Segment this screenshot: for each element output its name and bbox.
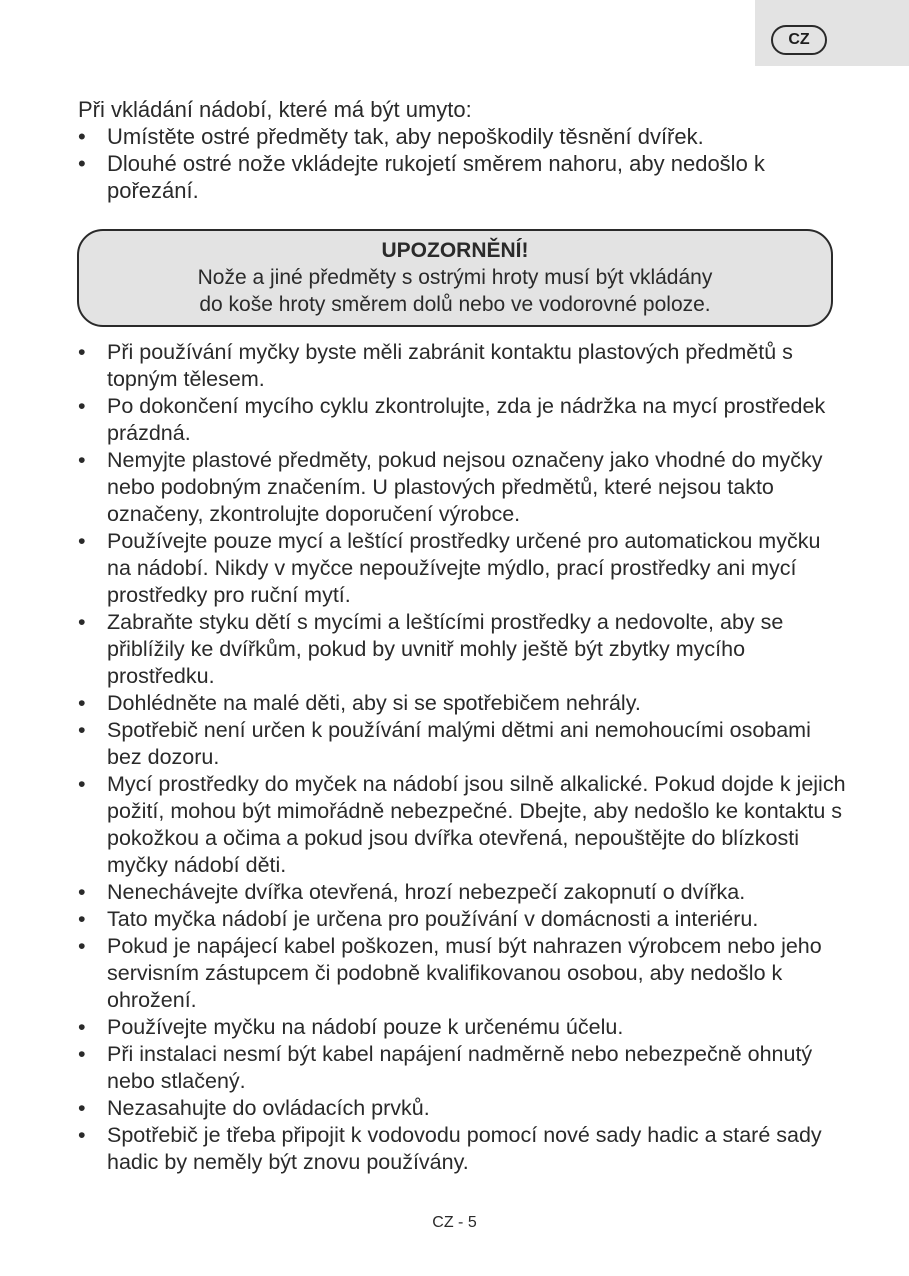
language-badge: CZ <box>771 25 827 55</box>
list-item: • Nenechávejte dvířka otevřená, hrozí nebezpečí zakopnutí o dvířka. <box>78 879 848 906</box>
warning-text-line: do koše hroty směrem dolů nebo ve vodorovné poloze. <box>199 293 711 316</box>
intro-bullet-list <box>78 123 848 204</box>
list-item: • Spotřebič je třeba připojit k vodovodu pomocí nové sady hadic a staré sady hadic by neměly být znovu používány. <box>78 1122 848 1176</box>
page-number: CZ - 5 <box>432 1214 477 1231</box>
list-item: • Používejte myčku na nádobí pouze k určenému účelu. <box>78 1014 848 1041</box>
list-item: • Umístěte ostré předměty tak, aby nepoškodily těsnění dvířek. <box>78 123 848 150</box>
list-item: • Tato myčka nádobí je určena pro používání v domácnosti a interiéru. <box>78 906 848 933</box>
intro-lead: Při vkládání nádobí, které má být umyto: <box>78 97 472 122</box>
list-item: • Spotřebič není určen k používání malými dětmi ani nemohoucími osobami bez dozoru. <box>78 717 848 771</box>
list-item: • Pokud je napájecí kabel poškozen, musí být nahrazen výrobcem nebo jeho servisním zástupcem či podobně kvalifikovanou osobou, aby nedošlo k ohrožení. <box>78 933 848 1014</box>
list-item: • Dohlédněte na malé děti, aby si se spotřebičem nehrály. <box>78 690 848 717</box>
intro-section <box>78 96 848 204</box>
warning-title: UPOZORNĚNÍ! <box>381 239 529 262</box>
language-tab <box>755 0 909 66</box>
list-item: • Dlouhé ostré nože vkládejte rukojetí směrem nahoru, aby nedošlo k pořezání. <box>78 150 848 204</box>
list-item: • Používejte pouze mycí a leštící prostředky určené pro automatickou myčku na nádobí. Nikdy v myčce nepoužívejte mýdlo, prací prostředky ani mycí prostředky pro ruční mytí. <box>78 528 848 609</box>
list-item: • Při používání myčky byste měli zabránit kontaktu plastových předmětů s topným tělesem. <box>78 339 848 393</box>
list-item: • Mycí prostředky do myček na nádobí jsou silně alkalické. Pokud dojde k jejich požití, mohou být mimořádně nebezpečné. Dbejte, aby nedošlo ke kontaktu s pokožkou a očima a pokud jsou dvířka otevřená, nepouštějte do blízkosti myčky nádobí děti. <box>78 771 848 879</box>
list-item: • Nezasahujte do ovládacích prvků. <box>78 1095 848 1122</box>
warning-box <box>77 229 833 327</box>
safety-instructions <box>78 339 848 1176</box>
list-item: • Zabraňte styku dětí s mycími a leštícími prostředky a nedovolte, aby se přiblížily ke dvířkům, pokud by uvnitř mohly ještě být zbytky mycího prostředku. <box>78 609 848 690</box>
list-item: • Po dokončení mycího cyklu zkontrolujte, zda je nádržka na mycí prostředek prázdná. <box>78 393 848 447</box>
list-item: • Nemyjte plastové předměty, pokud nejsou označeny jako vhodné do myčky nebo podobným značením. U plastových předmětů, které nejsou takto označeny, zkontrolujte doporučení výrobce. <box>78 447 848 528</box>
list-item: • Při instalaci nesmí být kabel napájení nadměrně nebo nebezpečně ohnutý nebo stlačený. <box>78 1041 848 1095</box>
safety-bullet-list <box>78 339 848 1176</box>
warning-text-line: Nože a jiné předměty s ostrými hroty musí být vkládány <box>197 266 713 289</box>
